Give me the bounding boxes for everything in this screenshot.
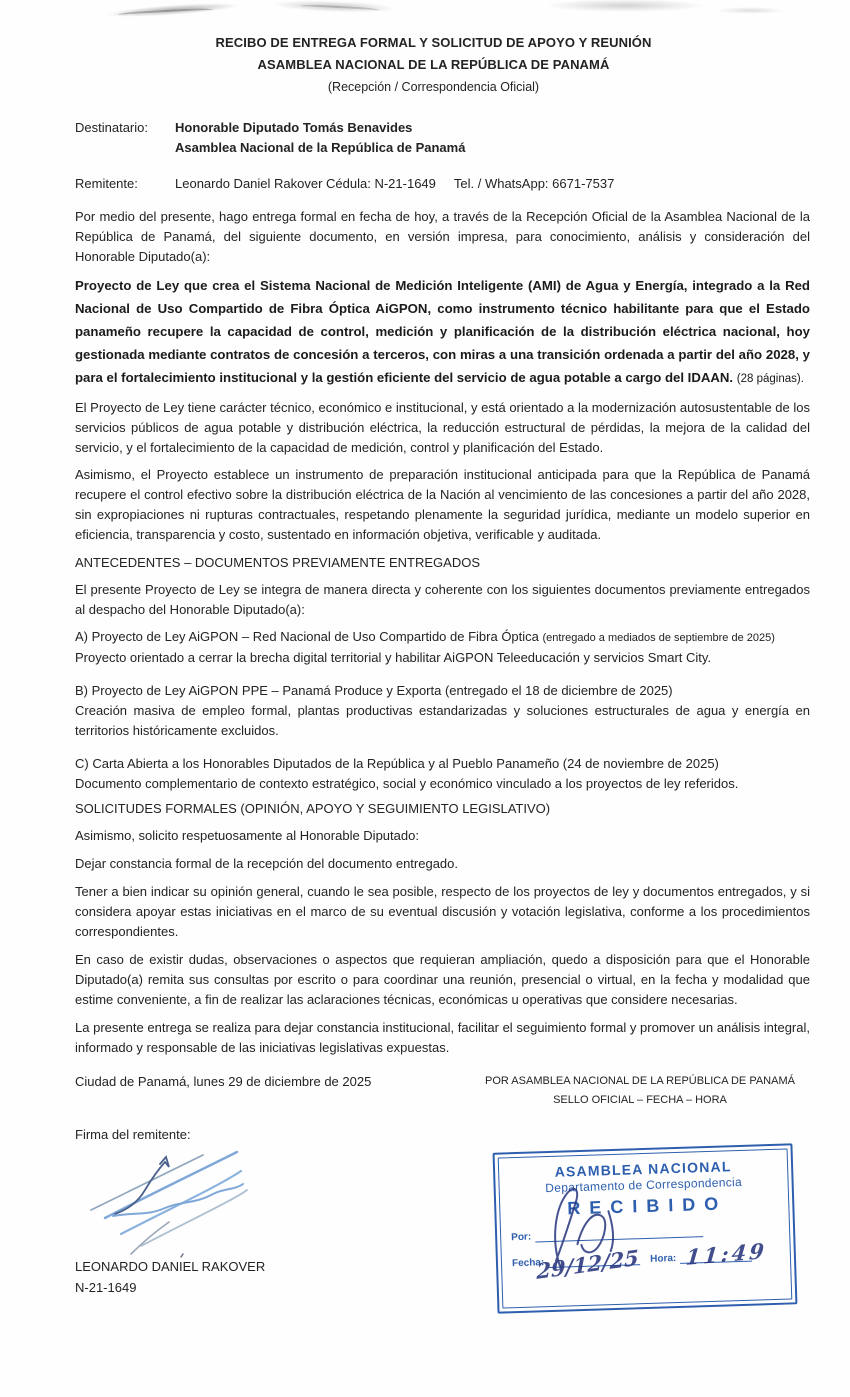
stamp-fecha-handwritten: 29/12/25 — [536, 1244, 639, 1284]
sender-row — [75, 174, 810, 194]
stamp-caption-line2: SELLO OFICIAL – FECHA – HORA — [553, 1094, 727, 1106]
document-title-line1: RECIBO DE ENTREGA FORMAL Y SOLICITUD DE APOYO Y REUNIÓN — [215, 35, 652, 50]
paragraph-entrega: La presente entrega se realiza para dejar constancia institucional, facilitar el seguimiento formal y promover un análisis integral, informado y responsable de las iniciativas legislativas expuestas. — [75, 1020, 810, 1055]
item-a-description: Proyecto orientado a cerrar la brecha digital territorial y habilitar AiGPON Teleeducación y servicios Smart City. — [75, 650, 712, 665]
item-a-title-line — [75, 627, 810, 648]
recipient-name: Honorable Diputado Tomás Benavides — [175, 120, 413, 135]
paragraph-dudas: En caso de existir dudas, observaciones o aspectos que requieran ampliación, quedo a disposición para que el Honorable Diputado(a) remita sus consultas por escrito o para coordinar una reunión, presencial o virtual, en la fecha y modalidad que estime conveniente, a fin de realizar las aclaraciones técnicas, económicas u operativas que considere necesarias. — [75, 952, 810, 1007]
antecedent-item-b — [75, 681, 810, 741]
item-a-title: A) Proyecto de Ley AiGPON – Red Nacional de Uso Compartido de Fibra Óptica — [75, 629, 539, 644]
document-subtitle: (Recepción / Correspondencia Oficial) — [327, 80, 540, 94]
recipient-org: Asamblea Nacional de la República de Panamá — [175, 140, 466, 155]
signature-label: Firma del remitente: — [75, 1127, 191, 1142]
stamp-caption — [470, 1072, 810, 1110]
stamp-por-label: Por: — [511, 1231, 532, 1244]
pages-note: (28 páginas). — [736, 373, 804, 385]
stamp-org: ASAMBLEA NACIONAL — [554, 1158, 732, 1180]
document-header — [75, 32, 792, 98]
recipient-row — [75, 118, 810, 158]
antecedent-item-c — [75, 754, 810, 794]
document-title-line2: ASAMBLEA NACIONAL DE LA REPÚBLICA DE PANAMÁ — [257, 57, 610, 72]
signer-block — [75, 1256, 265, 1298]
paragraph-character: El Proyecto de Ley tiene carácter técnico, económico e institucional, y está orientado a la modernización autosustentable de los servicios públicos de agua potable y distribución eléctrica, la reducción estructural de pérdidas, la mejora de la calidad del servicio, y el fortalecimiento de la capacidad de medición, control y planificación del Estado. — [75, 400, 810, 455]
paragraph-integra: El presente Proyecto de Ley se integra de manera directa y coherente con los siguientes documentos previamente entregados al despacho del Honorable Diputado(a): — [75, 582, 810, 617]
signer-id: N-21-1649 — [75, 1280, 137, 1295]
project-title-text: Proyecto de Ley que crea el Sistema Nacional de Medición Inteligente (AMI) de Agua y Energía, integrado a la Red Nacional de Uso Compartido de Fibra Óptica AiGPON, como instrumento técnico habilitante para que el Estado panameño recupere la capacidad de control, medición y planificación de la distribución eléctrica nacional, hoy gestionada mediante contratos de concesión a terceros, con miras a una transición ordenada a partir del año 2028, y para el fortalecimiento institucional y la gestión eficiente del servicio de agua potable a cargo del IDAAN. — [75, 278, 810, 385]
heading-solicitudes: SOLICITUDES FORMALES (OPINIÓN, APOYO Y SEGUIMIENTO LEGISLATIVO) — [75, 801, 551, 816]
place-date: Ciudad de Panamá, lunes 29 de diciembre de 2025 — [75, 1074, 372, 1089]
paragraph-instrument: Asimismo, el Proyecto establece un instrumento de preparación institucional anticipada para que la República de Panamá recupere el control efectivo sobre la distribución eléctrica de la Nación al vencimiento de las concesiones a partir del año 2028, sin expropiaciones ni rupturas contractuales, respetando plenamente la seguridad jurídica, mediante un modelo superior en eficiencia, transparencia y costo, sustentado en información objetiva, verificable y auditada. — [75, 467, 810, 542]
paragraph-solicito: Asimismo, solicito respetuosamente al Honorable Diputado: — [75, 828, 419, 843]
paragraph-opinion: Tener a bien indicar su opinión general, cuando le sea posible, respecto de los proyectos de ley y documentos entregados, y si considera apoyar estas iniciativas en el marco de su eventual discusión y votación legislativa, conforme a los procedimientos correspondientes. — [75, 884, 810, 939]
stamp-fecha-label: Fecha: — [511, 1257, 545, 1270]
stamp-caption-line1: POR ASAMBLEA NACIONAL DE LA REPÚBLICA DE PANAMÁ — [485, 1075, 795, 1087]
document-footer — [75, 1072, 810, 1142]
recipient-label: Destinatario: — [75, 120, 148, 135]
sender-value — [175, 174, 614, 194]
document-body — [75, 0, 810, 1065]
received-stamp — [493, 1143, 798, 1314]
antecedent-item-a — [75, 627, 810, 668]
stamp-inner-border — [498, 1148, 793, 1308]
item-c-title: C) Carta Abierta a los Honorables Diputados de la República y al Pueblo Panameño (24 de noviembre de 2025) — [75, 756, 719, 771]
paragraph-constancia: Dejar constancia formal de la recepción del documento entregado. — [75, 856, 459, 871]
date-row — [75, 1072, 810, 1110]
heading-antecedentes: ANTECEDENTES – DOCUMENTOS PREVIAMENTE ENTREGADOS — [75, 555, 480, 570]
sender-contact: Tel. / WhatsApp: 6671-7537 — [453, 176, 615, 191]
project-title-paragraph — [75, 274, 810, 391]
stamp-outer-border — [493, 1143, 798, 1313]
stamp-hora-handwritten: 11:49 — [684, 1237, 769, 1270]
item-b-description: Creación masiva de empleo formal, plantas productivas estandarizadas y soluciones estructurales de agua y energía en territorios históricamente excluidos. — [75, 703, 810, 738]
item-b-title: B) Proyecto de Ley AiGPON PPE – Panamá Produce y Exporta (entregado el 18 de diciembre de 2025) — [75, 683, 673, 698]
stamp-dept: Departamento de Correspondencia — [545, 1174, 743, 1196]
recipient-value — [175, 118, 465, 158]
paragraph-intro: Por medio del presente, hago entrega formal en fecha de hoy, a través de la Recepción Oficial de la Asamblea Nacional de la República de Panamá, del siguiente documento, en versión impresa, para conocimiento, análisis y consideración del Honorable Diputado(a): — [75, 209, 810, 264]
stamp-status: RECIBIDO — [566, 1193, 728, 1219]
sender-identity: Leonardo Daniel Rakover Cédula: N-21-1649 — [175, 176, 436, 191]
item-a-note: (entregado a mediados de septiembre de 2025) — [542, 632, 775, 644]
item-c-description: Documento complementario de contexto estratégico, social y económico vinculado a los proyectos de ley referidos. — [75, 776, 739, 791]
stamp-hora-label: Hora: — [650, 1253, 677, 1265]
sender-signature-scribble — [85, 1140, 320, 1258]
signer-name: LEONARDO DANIEL RAKOVER — [75, 1259, 266, 1274]
sender-label: Remitente: — [75, 176, 138, 191]
